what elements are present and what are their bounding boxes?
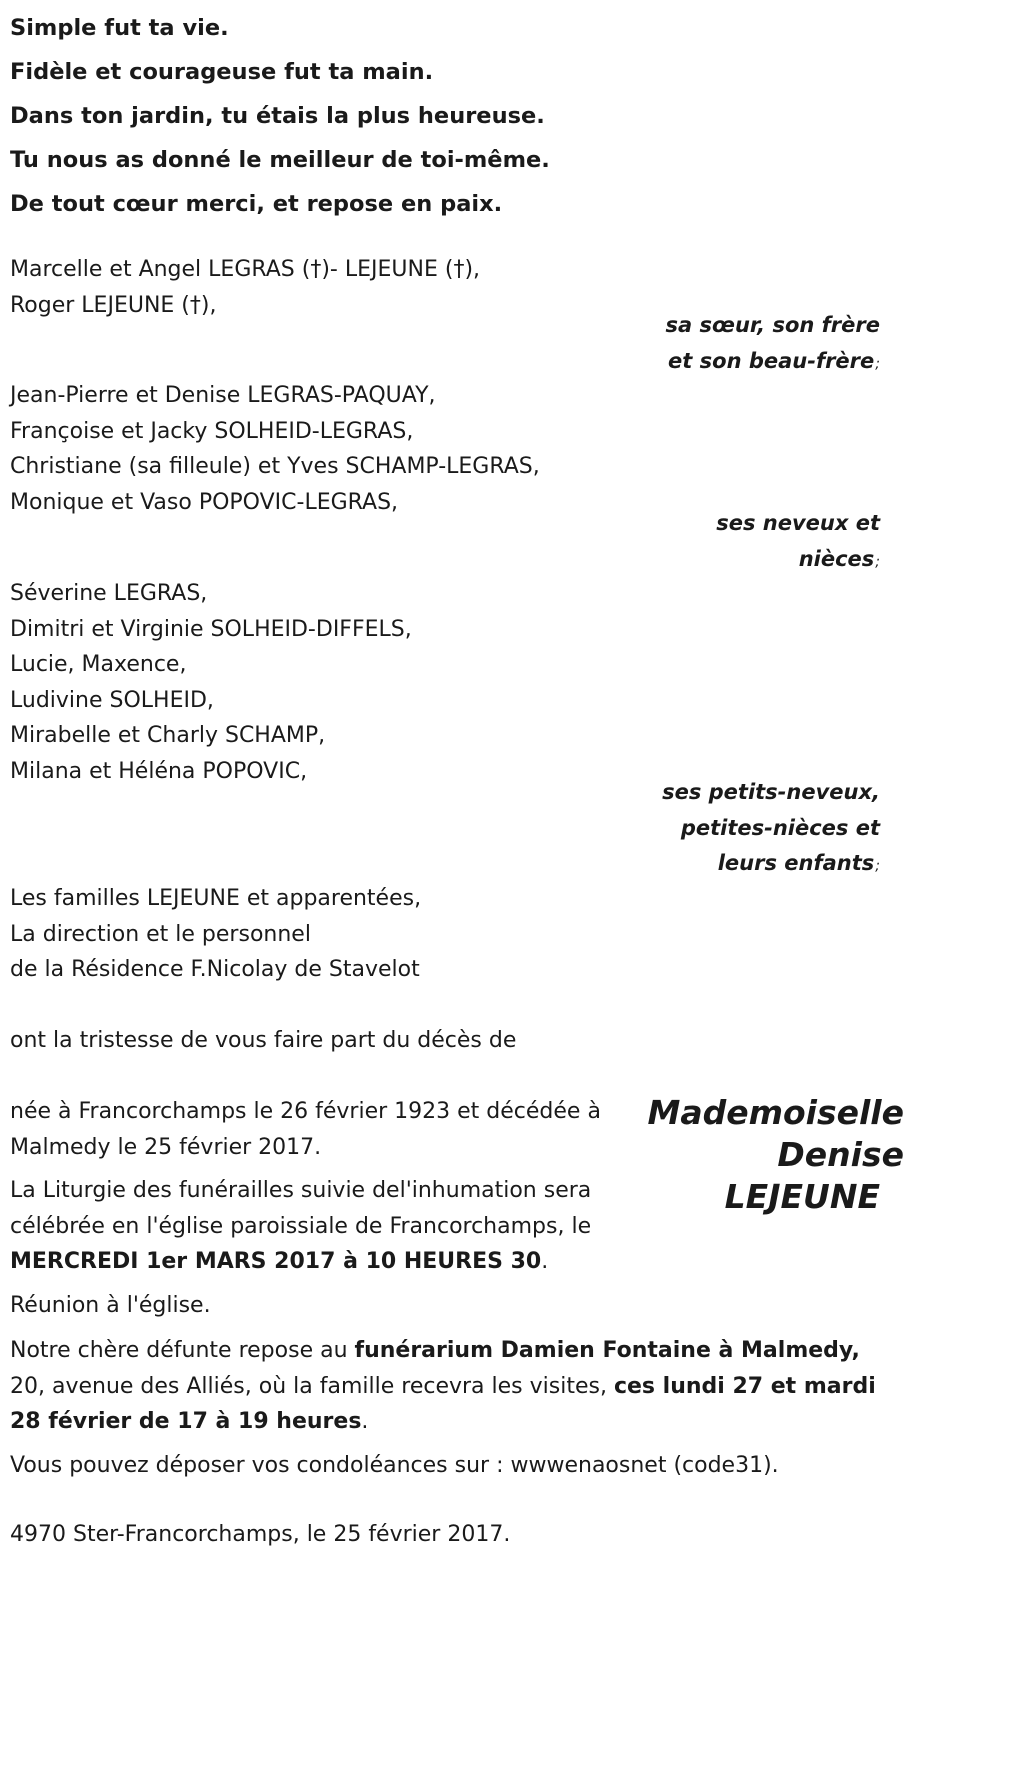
poem-line: Fidèle et courageuse fut ta main. (10, 59, 434, 85)
poem-line: Tu nous as donné le meilleur de toi-même. (10, 147, 550, 173)
family-name-line: de la Résidence F.Nicolay de Stavelot (10, 957, 420, 982)
family-name-line: Roger LEJEUNE (†), (10, 292, 217, 318)
family-name-line: Séverine LEGRAS, (10, 581, 208, 606)
birth-death-text: née à Francorchamps le 26 février 1923 et décédée à Malmedy le 25 février 2017. (10, 1099, 601, 1160)
funeral-home-text: Notre chère défunte repose au funérarium Damien Fontaine à Malmedy, 20, avenue des Alliés, où la famille recevra les visites, ces lundi 27 et mardi 28 février de 17 à 19 heures. (10, 1338, 876, 1434)
condolences-text: Vous pouvez déposer vos condoléances sur : wwwenaosnet (code31). (10, 1453, 779, 1478)
poem-line: Simple fut ta vie. (10, 15, 229, 41)
funeral-liturgy: La Liturgie des funérailles suivie del'inhumation sera célébrée en l'église paroissiale de Francorchamps, le MERCREDI 1er MARS 2017 à 10 HEURES 30. (10, 1178, 592, 1274)
family-name-line: Milana et Héléna POPOVIC, (10, 758, 308, 784)
funeral-date: MERCREDI 1er MARS 2017 à 10 HEURES 30 (10, 1249, 542, 1274)
poem-line: Dans ton jardin, tu étais la plus heureuse. (10, 103, 545, 129)
relation-label-grand-nephews: ses petits-neveux, petites-nièces et leurs enfants; (662, 780, 880, 875)
poem-line: De tout cœur merci, et repose en paix. (10, 191, 503, 217)
relation-label-siblings: sa sœur, son frère et son beau-frère; (665, 313, 880, 373)
announcement-text: ont la tristesse de vous faire part du décès de (10, 1028, 517, 1053)
family-name-line: Marcelle et Angel LEGRAS (†)- LEJEUNE (†), (10, 257, 481, 282)
family-name-line: Lucie, Maxence, (10, 652, 187, 677)
family-group-nephews (10, 378, 540, 520)
funeral-home-name: funérarium Damien Fontaine à Malmedy, (354, 1338, 860, 1363)
deceased-name: Mademoiselle Denise LEJEUNE (647, 1093, 904, 1216)
family-group-grand-nephews (10, 576, 412, 789)
visit-hours: ces lundi 27 et mardi 28 février de 17 à 19 heures (10, 1373, 876, 1434)
place-date-footer: 4970 Ster-Francorchamps, le 25 février 2017. (10, 1522, 511, 1547)
relation-label-nephews: ses neveux et nièces; (716, 511, 880, 571)
family-name-line: Ludivine SOLHEID, (10, 687, 214, 713)
family-name-line: Jean-Pierre et Denise LEGRAS-PAQUAY, (10, 383, 436, 408)
family-group-others (10, 881, 421, 988)
meeting-text: Réunion à l'église. (10, 1293, 211, 1318)
family-name-line: Françoise et Jacky SOLHEID-LEGRAS, (10, 418, 414, 444)
family-name-line: Les familles LEJEUNE et apparentées, (10, 886, 422, 911)
opening-poem (10, 6, 550, 226)
family-name-line: Monique et Vaso POPOVIC-LEGRAS, (10, 489, 399, 515)
family-name-line: Christiane (sa filleule) et Yves SCHAMP-LEGRAS, (10, 454, 540, 479)
family-name-line: Mirabelle et Charly SCHAMP, (10, 723, 326, 748)
family-group-siblings (10, 252, 480, 323)
family-name-line: La direction et le personnel (10, 921, 311, 947)
family-name-line: Dimitri et Virginie SOLHEID-DIFFELS, (10, 616, 412, 642)
